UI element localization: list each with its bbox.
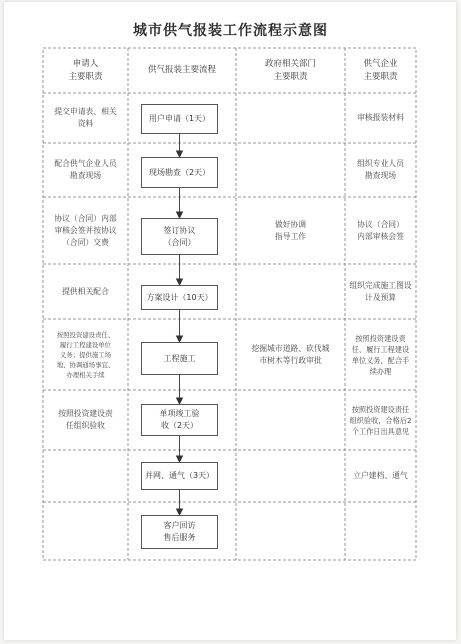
gas-duty-2: 组织专业人员 勘查现场	[357, 159, 404, 180]
gas-duty-5: 按照投资建设责 任、履行工程建设 单位义务，配合手 续办理	[351, 333, 410, 376]
header-applicant: 申请人 主要职责	[68, 58, 103, 82]
applicant-duty-4: 提供相关配合	[62, 286, 109, 296]
flow-step-8: 客户回访 售后服务	[141, 515, 218, 549]
header-gas: 供气企业 主要职责	[363, 58, 398, 82]
applicant-duty-3: 协议（合同）内部 审核会签并按协议 （合同）交费	[54, 213, 117, 247]
applicant-duty-5: 按照投资建设责任、 履行工程建设单位 义务；提供施工场 地、协调通场事宜、 办理相关手续	[56, 330, 115, 379]
gov-duty-5: 挖掘城市道路、砍伐城 市树木等行政审批	[251, 343, 330, 365]
gas-duty-1: 审核报装材料	[357, 113, 404, 122]
gas-duty-3: 协议（合同） 内部审核会签	[357, 219, 404, 241]
applicant-duty-6: 按照投资建设责 任组织验收	[58, 409, 113, 430]
gas-duty-4: 组织完成施工图设 计及预算	[349, 280, 412, 302]
gov-duty-3: 做好协调 指导工作	[274, 219, 307, 241]
flow-step-4: 方案设计（10天）	[141, 285, 218, 310]
applicant-duty-1: 提交申请表、相关 资料	[54, 107, 117, 128]
flow-step-5: 工程施工	[141, 342, 218, 375]
flow-step-3: 签订协议 （合同）	[141, 218, 218, 255]
flow-step-2: 现场勘查（2天）	[141, 157, 218, 188]
header-gov: 政府相关部门 主要职责	[264, 58, 316, 82]
diagram-title: 城市供气报装工作流程示意图	[133, 23, 328, 39]
flow-step-1: 用户申请（1天）	[141, 104, 218, 134]
flow-step-7: 并网、通气（3天）	[141, 462, 218, 490]
flow-step-6: 单项竣工验 收（2天）	[141, 404, 218, 436]
gas-duty-6: 按照投资建设责任 组织验收，合格后2 个工作日出具意见	[349, 404, 412, 436]
header-flow: 供气报装主要流程	[147, 65, 216, 75]
flow-arrows	[177, 134, 183, 515]
applicant-duty-2: 配合供气企业人员 勘查现场	[54, 159, 117, 180]
gas-duty-7: 立户建档、通气	[353, 471, 408, 480]
